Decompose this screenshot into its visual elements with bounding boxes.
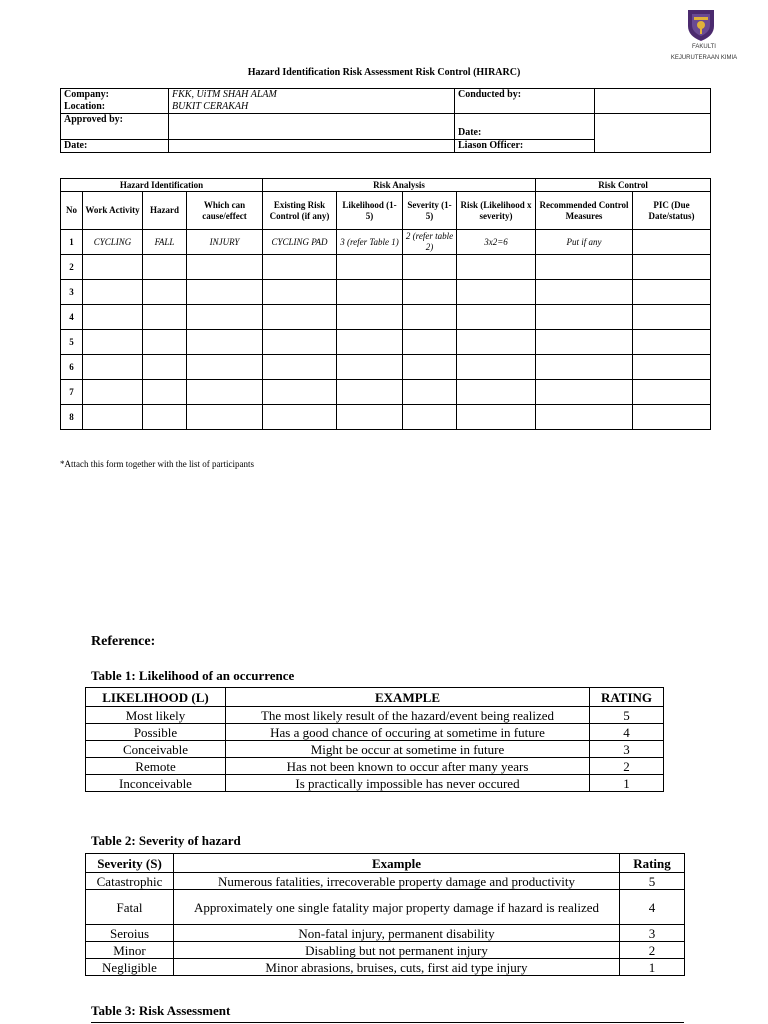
existing-control-cell [263, 305, 337, 330]
pic-cell [633, 330, 711, 355]
level-cell: Inconceivable [86, 775, 226, 792]
col-work-activity: Work Activity [83, 192, 143, 230]
likelihood-cell [337, 355, 403, 380]
effect-cell: INJURY [187, 230, 263, 255]
risk-cell: 3x2=6 [457, 230, 536, 255]
reference-row [86, 942, 685, 959]
example-cell: Numerous fatalities, irrecoverable property damage and productivity [174, 873, 620, 890]
likelihood-table [85, 687, 664, 792]
effect-cell [187, 405, 263, 430]
hazard-cell [143, 255, 187, 280]
table2-title: Table 2: Severity of hazard [91, 833, 241, 848]
severity-header: Severity (S) [86, 854, 174, 873]
date-liaison-value [595, 114, 711, 153]
rating-cell: 4 [620, 890, 685, 925]
hirarc-row [61, 255, 711, 280]
pic-cell [633, 255, 711, 280]
rating-cell: 1 [590, 775, 664, 792]
example-cell: Is practically impossible has never occured [226, 775, 590, 792]
reference-row [86, 873, 685, 890]
existing-control-cell [263, 405, 337, 430]
effect-cell [187, 330, 263, 355]
likelihood-cell [337, 405, 403, 430]
example-cell: Disabling but not permanent injury [174, 942, 620, 959]
reference-row [86, 890, 685, 925]
row-number: 1 [61, 230, 83, 255]
info-table [60, 88, 711, 153]
col-severity: Severity (1-5) [403, 192, 457, 230]
row-number: 2 [61, 255, 83, 280]
hirarc-body [61, 230, 711, 430]
logo-line-2: KEJURUTERAAN KIMIA [670, 55, 738, 61]
risk-cell [457, 330, 536, 355]
table3-title: Table 3: Risk Assessment [91, 1003, 231, 1018]
example-cell: Minor abrasions, bruises, cuts, first aid type injury [174, 959, 620, 976]
conducted-by-label: Conducted by: [455, 89, 595, 114]
risk-cell [457, 380, 536, 405]
rating-cell: 2 [590, 758, 664, 775]
rating-cell: 4 [590, 724, 664, 741]
hazard-cell: FALL [143, 230, 187, 255]
existing-control-cell [263, 330, 337, 355]
existing-control-cell [263, 355, 337, 380]
hirarc-row [61, 305, 711, 330]
table1-title: Table 1: Likelihood of an occurrence [91, 668, 295, 683]
work-activity-cell [83, 255, 143, 280]
severity-table-body [86, 873, 685, 976]
level-cell: Fatal [86, 890, 174, 925]
likelihood-cell [337, 280, 403, 305]
reference-row [86, 724, 664, 741]
hazard-cell [143, 380, 187, 405]
work-activity-cell [83, 305, 143, 330]
col-risk: Risk (Likelihood x severity) [457, 192, 536, 230]
work-activity-cell [83, 380, 143, 405]
date-value [169, 140, 455, 153]
logo-line-1: FAKULTI [692, 44, 716, 50]
effect-cell [187, 380, 263, 405]
risk-cell [457, 255, 536, 280]
col-no: No [61, 192, 83, 230]
rating-cell: 1 [620, 959, 685, 976]
reference-row [86, 741, 664, 758]
hirarc-row [61, 405, 711, 430]
rating-cell: 5 [590, 707, 664, 724]
pic-cell [633, 405, 711, 430]
existing-control-cell [263, 280, 337, 305]
row-number: 8 [61, 405, 83, 430]
example-cell: Approximately one single fatality major property damage if hazard is realized [174, 890, 620, 925]
attach-note: *Attach this form together with the list of participants [60, 459, 254, 469]
effect-cell [187, 305, 263, 330]
rating-cell: 5 [620, 873, 685, 890]
severity-cell: 2 (refer table 2) [403, 230, 457, 255]
hirarc-row [61, 330, 711, 355]
rating-cell: 3 [590, 741, 664, 758]
hirarc-table [60, 178, 711, 430]
level-cell: Negligible [86, 959, 174, 976]
rating-header: Rating [620, 854, 685, 873]
pic-cell [633, 230, 711, 255]
effect-cell [187, 280, 263, 305]
faculty-crest-logo [684, 8, 718, 42]
example-cell: Non-fatal injury, permanent disability [174, 925, 620, 942]
work-activity-cell [83, 330, 143, 355]
level-cell: Catastrophic [86, 873, 174, 890]
pic-cell [633, 355, 711, 380]
group-risk-analysis: Risk Analysis [263, 179, 536, 192]
likelihood-cell [337, 305, 403, 330]
location-value: BUKIT CERAKAH [169, 101, 455, 114]
risk-cell [457, 405, 536, 430]
example-cell: Has a good chance of occuring at sometime in future [226, 724, 590, 741]
company-label: Company: [61, 89, 169, 102]
col-pic: PIC (Due Date/status) [633, 192, 711, 230]
col-hazard: Hazard [143, 192, 187, 230]
example-cell: The most likely result of the hazard/event being realized [226, 707, 590, 724]
table3-top-border [91, 1022, 684, 1023]
work-activity-cell: CYCLING [83, 230, 143, 255]
risk-cell [457, 280, 536, 305]
row-number: 4 [61, 305, 83, 330]
pic-cell [633, 380, 711, 405]
col-likelihood: Likelihood (1-5) [337, 192, 403, 230]
col-recommended: Recommended Control Measures [536, 192, 633, 230]
recommended-cell [536, 280, 633, 305]
hazard-cell [143, 305, 187, 330]
example-header: EXAMPLE [226, 688, 590, 707]
rating-cell: 3 [620, 925, 685, 942]
reference-row [86, 758, 664, 775]
row-number: 3 [61, 280, 83, 305]
likelihood-header: LIKELIHOOD (L) [86, 688, 226, 707]
risk-cell [457, 305, 536, 330]
level-cell: Conceivable [86, 741, 226, 758]
likelihood-cell: 3 (refer Table 1) [337, 230, 403, 255]
likelihood-cell [337, 330, 403, 355]
severity-cell [403, 330, 457, 355]
reference-row [86, 959, 685, 976]
likelihood-table-body [86, 707, 664, 792]
row-number: 5 [61, 330, 83, 355]
level-cell: Possible [86, 724, 226, 741]
recommended-cell [536, 355, 633, 380]
existing-control-cell [263, 255, 337, 280]
severity-cell [403, 305, 457, 330]
risk-cell [457, 355, 536, 380]
example-cell: Has not been known to occur after many years [226, 758, 590, 775]
work-activity-cell [83, 355, 143, 380]
rating-header: RATING [590, 688, 664, 707]
hazard-cell [143, 280, 187, 305]
recommended-cell [536, 305, 633, 330]
hirarc-row [61, 280, 711, 305]
severity-cell [403, 280, 457, 305]
hirarc-row [61, 230, 711, 255]
severity-cell [403, 355, 457, 380]
severity-cell [403, 380, 457, 405]
liaison-officer-label: Liason Officer: [455, 140, 595, 153]
work-activity-cell [83, 405, 143, 430]
date-label: Date: [61, 140, 169, 153]
col-effect: Which can cause/effect [187, 192, 263, 230]
hirarc-row [61, 380, 711, 405]
hazard-cell [143, 405, 187, 430]
severity-table [85, 853, 685, 976]
pic-cell [633, 280, 711, 305]
date-right-label: Date: [455, 114, 595, 140]
effect-cell [187, 355, 263, 380]
level-cell: Remote [86, 758, 226, 775]
reference-row [86, 925, 685, 942]
existing-control-cell: CYCLING PAD [263, 230, 337, 255]
row-number: 7 [61, 380, 83, 405]
recommended-cell [536, 405, 633, 430]
faculty-logo-text [650, 42, 758, 64]
reference-row [86, 775, 664, 792]
row-number: 6 [61, 355, 83, 380]
likelihood-cell [337, 255, 403, 280]
recommended-cell [536, 380, 633, 405]
col-existing-control: Existing Risk Control (if any) [263, 192, 337, 230]
reference-row [86, 707, 664, 724]
example-cell: Might be occur at sometime in future [226, 741, 590, 758]
work-activity-cell [83, 280, 143, 305]
level-cell: Minor [86, 942, 174, 959]
example-header: Example [174, 854, 620, 873]
pic-cell [633, 305, 711, 330]
likelihood-cell [337, 380, 403, 405]
location-label: Location: [61, 101, 169, 114]
group-risk-control: Risk Control [536, 179, 711, 192]
reference-title: Reference: [91, 634, 156, 649]
hazard-cell [143, 355, 187, 380]
level-cell: Seroius [86, 925, 174, 942]
form-title: Hazard Identification Risk Assessment Risk Control (HIRARC) [247, 67, 521, 78]
hazard-cell [143, 330, 187, 355]
group-hazard-identification: Hazard Identification [61, 179, 263, 192]
severity-cell [403, 405, 457, 430]
approved-by-value [169, 114, 455, 140]
recommended-cell: Put if any [536, 230, 633, 255]
conducted-by-value [595, 89, 711, 114]
severity-cell [403, 255, 457, 280]
hirarc-row [61, 355, 711, 380]
level-cell: Most likely [86, 707, 226, 724]
recommended-cell [536, 330, 633, 355]
effect-cell [187, 255, 263, 280]
approved-by-label: Approved by: [61, 114, 169, 140]
rating-cell: 2 [620, 942, 685, 959]
existing-control-cell [263, 380, 337, 405]
company-value: FKK, UiTM SHAH ALAM [169, 89, 455, 102]
recommended-cell [536, 255, 633, 280]
